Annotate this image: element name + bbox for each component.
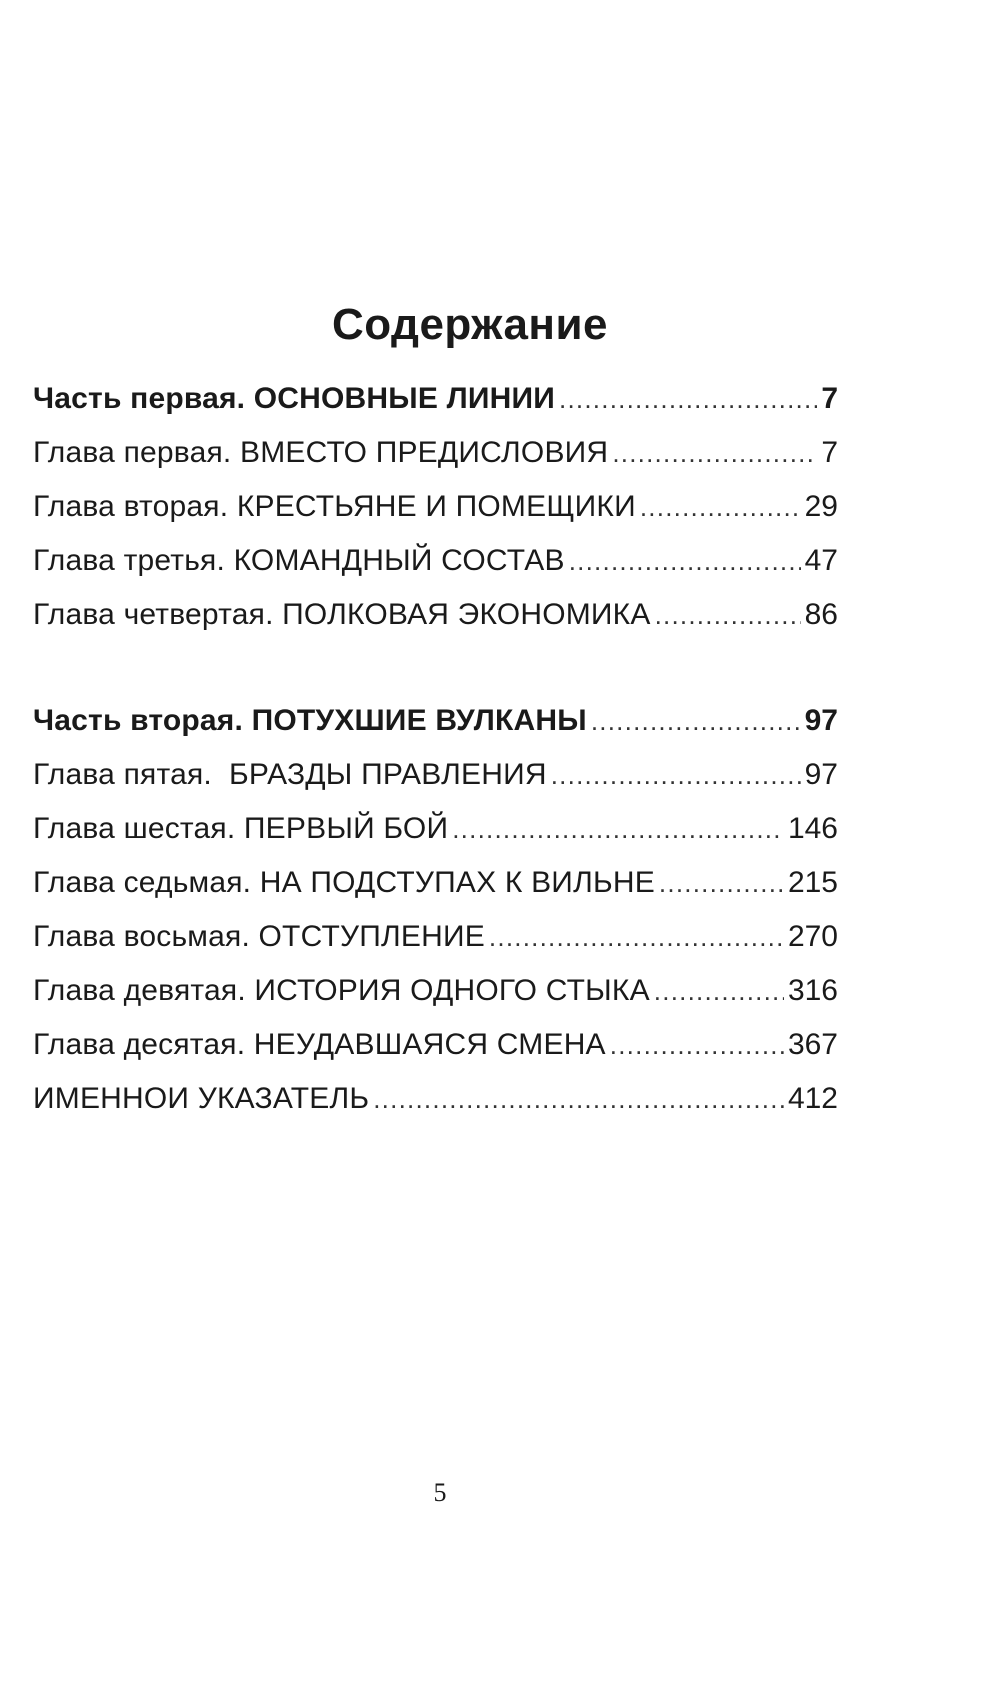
toc-chapter-label: Глава первая. ВМЕСТО ПРЕДИСЛОВИЯ <box>33 436 609 469</box>
toc-chapter-1[interactable] <box>33 426 838 480</box>
dot-leader <box>551 748 801 802</box>
toc-chapter-label: Глава пятая. БРАЗДЫ ПРАВЛЕНИЯ <box>33 758 547 791</box>
dot-leader <box>610 1018 784 1072</box>
toc-chapter-label: Глава восьмая. ОТСТУПЛЕНИЕ <box>33 920 485 953</box>
toc-chapter-label: Глава шестая. ПЕРВЫЙ БОЙ <box>33 812 449 845</box>
toc-chapter-8[interactable] <box>33 910 838 964</box>
toc-chapter-label: Глава девятая. ИСТОРИЯ ОДНОГО СТЫКА <box>33 974 650 1007</box>
toc-chapter-label: Глава десятая. НЕУДАВШАЯСЯ СМЕНА <box>33 1028 606 1061</box>
toc-chapter-2[interactable] <box>33 480 838 534</box>
dot-leader <box>373 1072 784 1126</box>
toc-index[interactable] <box>33 1072 838 1126</box>
toc-index-page: 412 <box>787 1082 838 1115</box>
toc-chapter-page: 270 <box>787 920 838 953</box>
dot-leader <box>612 426 817 480</box>
section-spacer <box>33 642 838 694</box>
dot-leader <box>655 588 801 642</box>
page-title: Содержание <box>331 300 609 349</box>
toc-index-label: ИМЕННОИ УКАЗАТЕЛЬ <box>33 1082 370 1115</box>
toc-chapter-page: 367 <box>787 1028 838 1061</box>
toc-chapter-label: Глава седьмая. НА ПОДСТУПАХ К ВИЛЬНЕ <box>33 866 655 899</box>
toc-chapter-3[interactable] <box>33 534 838 588</box>
toc-part-1-page: 7 <box>821 382 838 415</box>
toc-chapter-5[interactable] <box>33 748 838 802</box>
toc-chapter-page: 215 <box>787 866 838 899</box>
dot-leader <box>591 694 801 748</box>
toc-chapter-7[interactable] <box>33 856 838 910</box>
toc-chapter-page: 86 <box>804 598 838 631</box>
toc-chapter-10[interactable] <box>33 1018 838 1072</box>
dot-leader <box>489 910 784 964</box>
dot-leader <box>559 372 817 426</box>
toc-part-1[interactable] <box>33 372 838 426</box>
toc-chapter-page: 29 <box>804 490 838 523</box>
toc-chapter-9[interactable] <box>33 964 838 1018</box>
toc-chapter-page: 7 <box>821 436 838 469</box>
toc-part-2-page: 97 <box>804 704 838 737</box>
toc-chapter-label: Глава четвертая. ПОЛКОВАЯ ЭКОНОМИКА <box>33 598 651 631</box>
dot-leader <box>654 964 784 1018</box>
toc-part-2[interactable] <box>33 694 838 748</box>
toc-chapter-page: 146 <box>787 812 838 845</box>
table-of-contents <box>33 372 838 1126</box>
toc-chapter-label: Глава третья. КОМАНДНЫЙ СОСТАВ <box>33 544 565 577</box>
dot-leader <box>640 480 801 534</box>
dot-leader <box>452 802 784 856</box>
page-number: 5 <box>433 1478 447 1507</box>
toc-chapter-page: 97 <box>804 758 838 791</box>
toc-chapter-page: 316 <box>787 974 838 1007</box>
dot-leader <box>569 534 801 588</box>
toc-chapter-4[interactable] <box>33 588 838 642</box>
toc-chapter-label: Глава вторая. КРЕСТЬЯНЕ И ПОМЕЩИКИ <box>33 490 636 523</box>
dot-leader <box>659 856 784 910</box>
toc-chapter-6[interactable] <box>33 802 838 856</box>
toc-part-1-label: Часть первая. ОСНОВНЫЕ ЛИНИИ <box>33 382 556 415</box>
toc-chapter-page: 47 <box>804 544 838 577</box>
toc-part-2-label: Часть вторая. ПОТУХШИЕ ВУЛКАНЫ <box>33 704 587 737</box>
